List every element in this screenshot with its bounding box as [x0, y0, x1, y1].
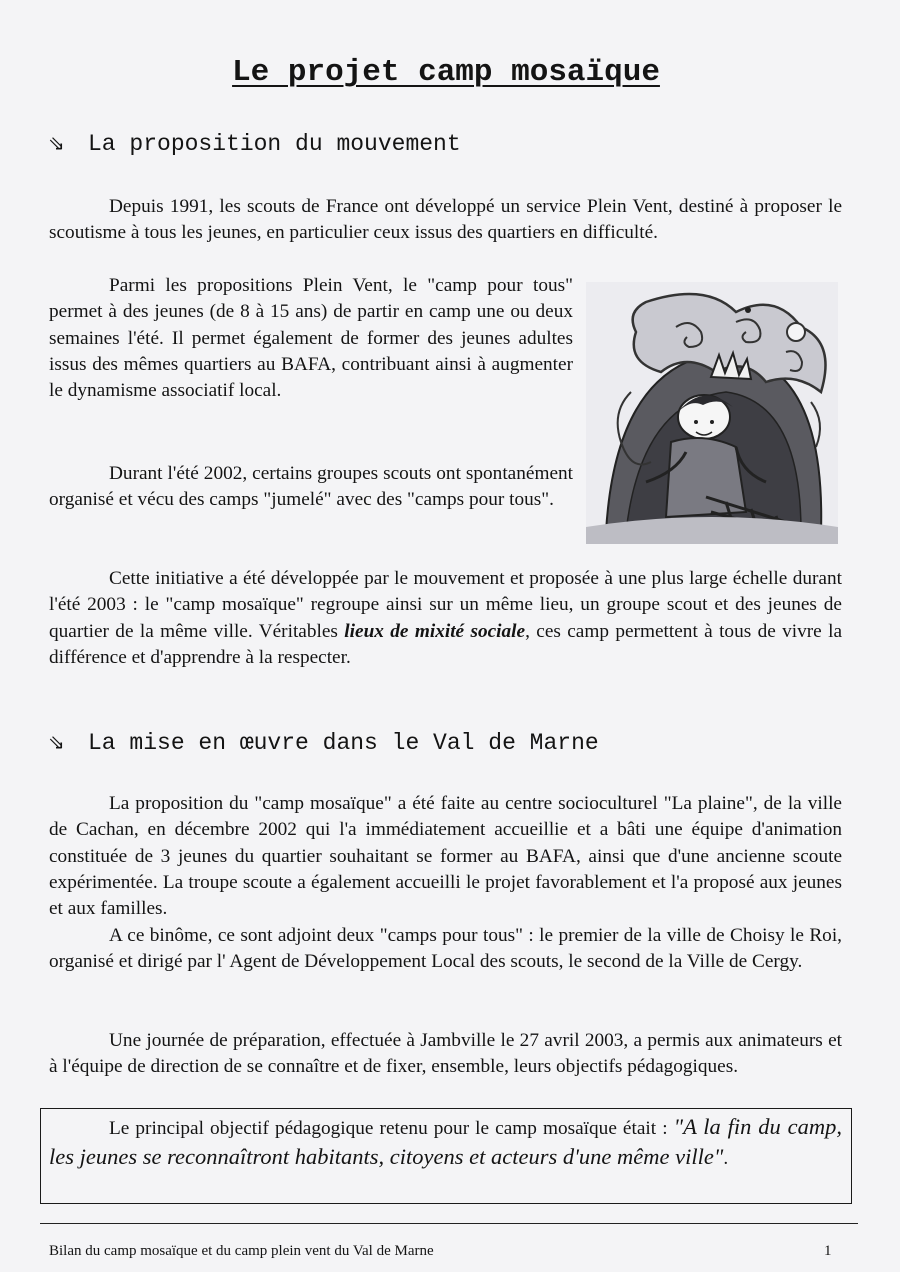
paragraph-la-plaine-cachan: La proposition du "camp mosaïque" a été faite au centre socioculturel "La plaine", de la ville de Cachan, en décembre 2002 qui l'a immédiatement accueillie et a bâti une équipe d'animation constituée de 3 jeunes du quartier souhaitant se former au BAFA, ainsi que d'une ancienne scoute expérimentée. La troupe scoute a également accueilli le projet favorablement et l'a proposé aux jeunes et aux familles. [49, 793, 842, 920]
paragraph-text: Cette initiative a été développée par le mouvement et proposée à une plus large échelle durant l'été 2003 : le "camp mosaïque" regroupe ainsi sur un même lieu, un groupe scout et des jeunes de quartier de la même ville. Véritables [49, 568, 842, 642]
objective-quote: "A la fin du camp, les jeunes se reconnaîtront habitants, citoyens et acteurs d'une même ville" [49, 1114, 843, 1169]
objective-end: . [723, 1148, 729, 1169]
paragraph-camp-mosaique-initiative [49, 566, 842, 671]
section-heading-text: La proposition du mouvement [88, 131, 461, 157]
footer-document-title: Bilan du camp mosaïque et du camp plein vent du Val de Marne [49, 1243, 434, 1259]
document-title: Le projet camp mosaïque [232, 55, 660, 90]
paragraph-binome: A ce binôme, ce sont adjoint deux "camps pour tous" : le premier de la ville de Choisy le Roi, organisé et dirigé par l' Agent de Développement Local des scouts, le second de la Ville de Cergy. [49, 925, 842, 973]
section-heading-proposition [48, 131, 461, 157]
emphasis-mixite-sociale: lieux de mixité sociale [344, 620, 526, 642]
paragraph-text: , ces camp permettent à tous de vivre la différence et d'apprendre à la respecter. [49, 620, 843, 668]
section-heading-text: La mise en œuvre dans le Val de Marne [88, 730, 599, 756]
paragraph-plein-vent-intro: Depuis 1991, les scouts de France ont développé un service Plein Vent, destiné à proposer le scoutisme à tous les jeunes, en particulier ceux issus des quartiers en difficulté. [49, 196, 842, 244]
paragraph-camp-pour-tous: Parmi les propositions Plein Vent, le "camp pour tous" permet à des jeunes (de 8 à 15 ans) de partir en camp une ou deux semaines l'été. Il permet également de former des jeunes adultes issus des mêmes quartiers au BAFA, contribuant ainsi à augmenter le dynamisme associatif local. [49, 275, 573, 402]
footer-divider [40, 1223, 858, 1224]
section-heading-val-de-marne [48, 730, 599, 756]
paragraph-ete-2002: Durant l'été 2002, certains groupes scouts ont spontanément organisé et vécu des camps "jumelé" avec des "camps pour tous". [49, 463, 573, 511]
child-camping-illustration-icon [586, 282, 838, 544]
objective-statement [49, 1113, 842, 1173]
objective-intro: Le principal objectif pédagogique retenu pour le camp mosaïque était : [109, 1118, 674, 1139]
hollow-right-arrow-icon: ⇘ [48, 131, 65, 155]
paragraph-journee-preparation: Une journée de préparation, effectuée à Jambville le 27 avril 2003, a permis aux animateurs et à l'équipe de direction de se connaître et de fixer, ensemble, leurs objectifs pédagogiques. [49, 1030, 842, 1078]
page-number: 1 [824, 1243, 832, 1259]
hollow-right-arrow-icon: ⇘ [48, 730, 65, 754]
